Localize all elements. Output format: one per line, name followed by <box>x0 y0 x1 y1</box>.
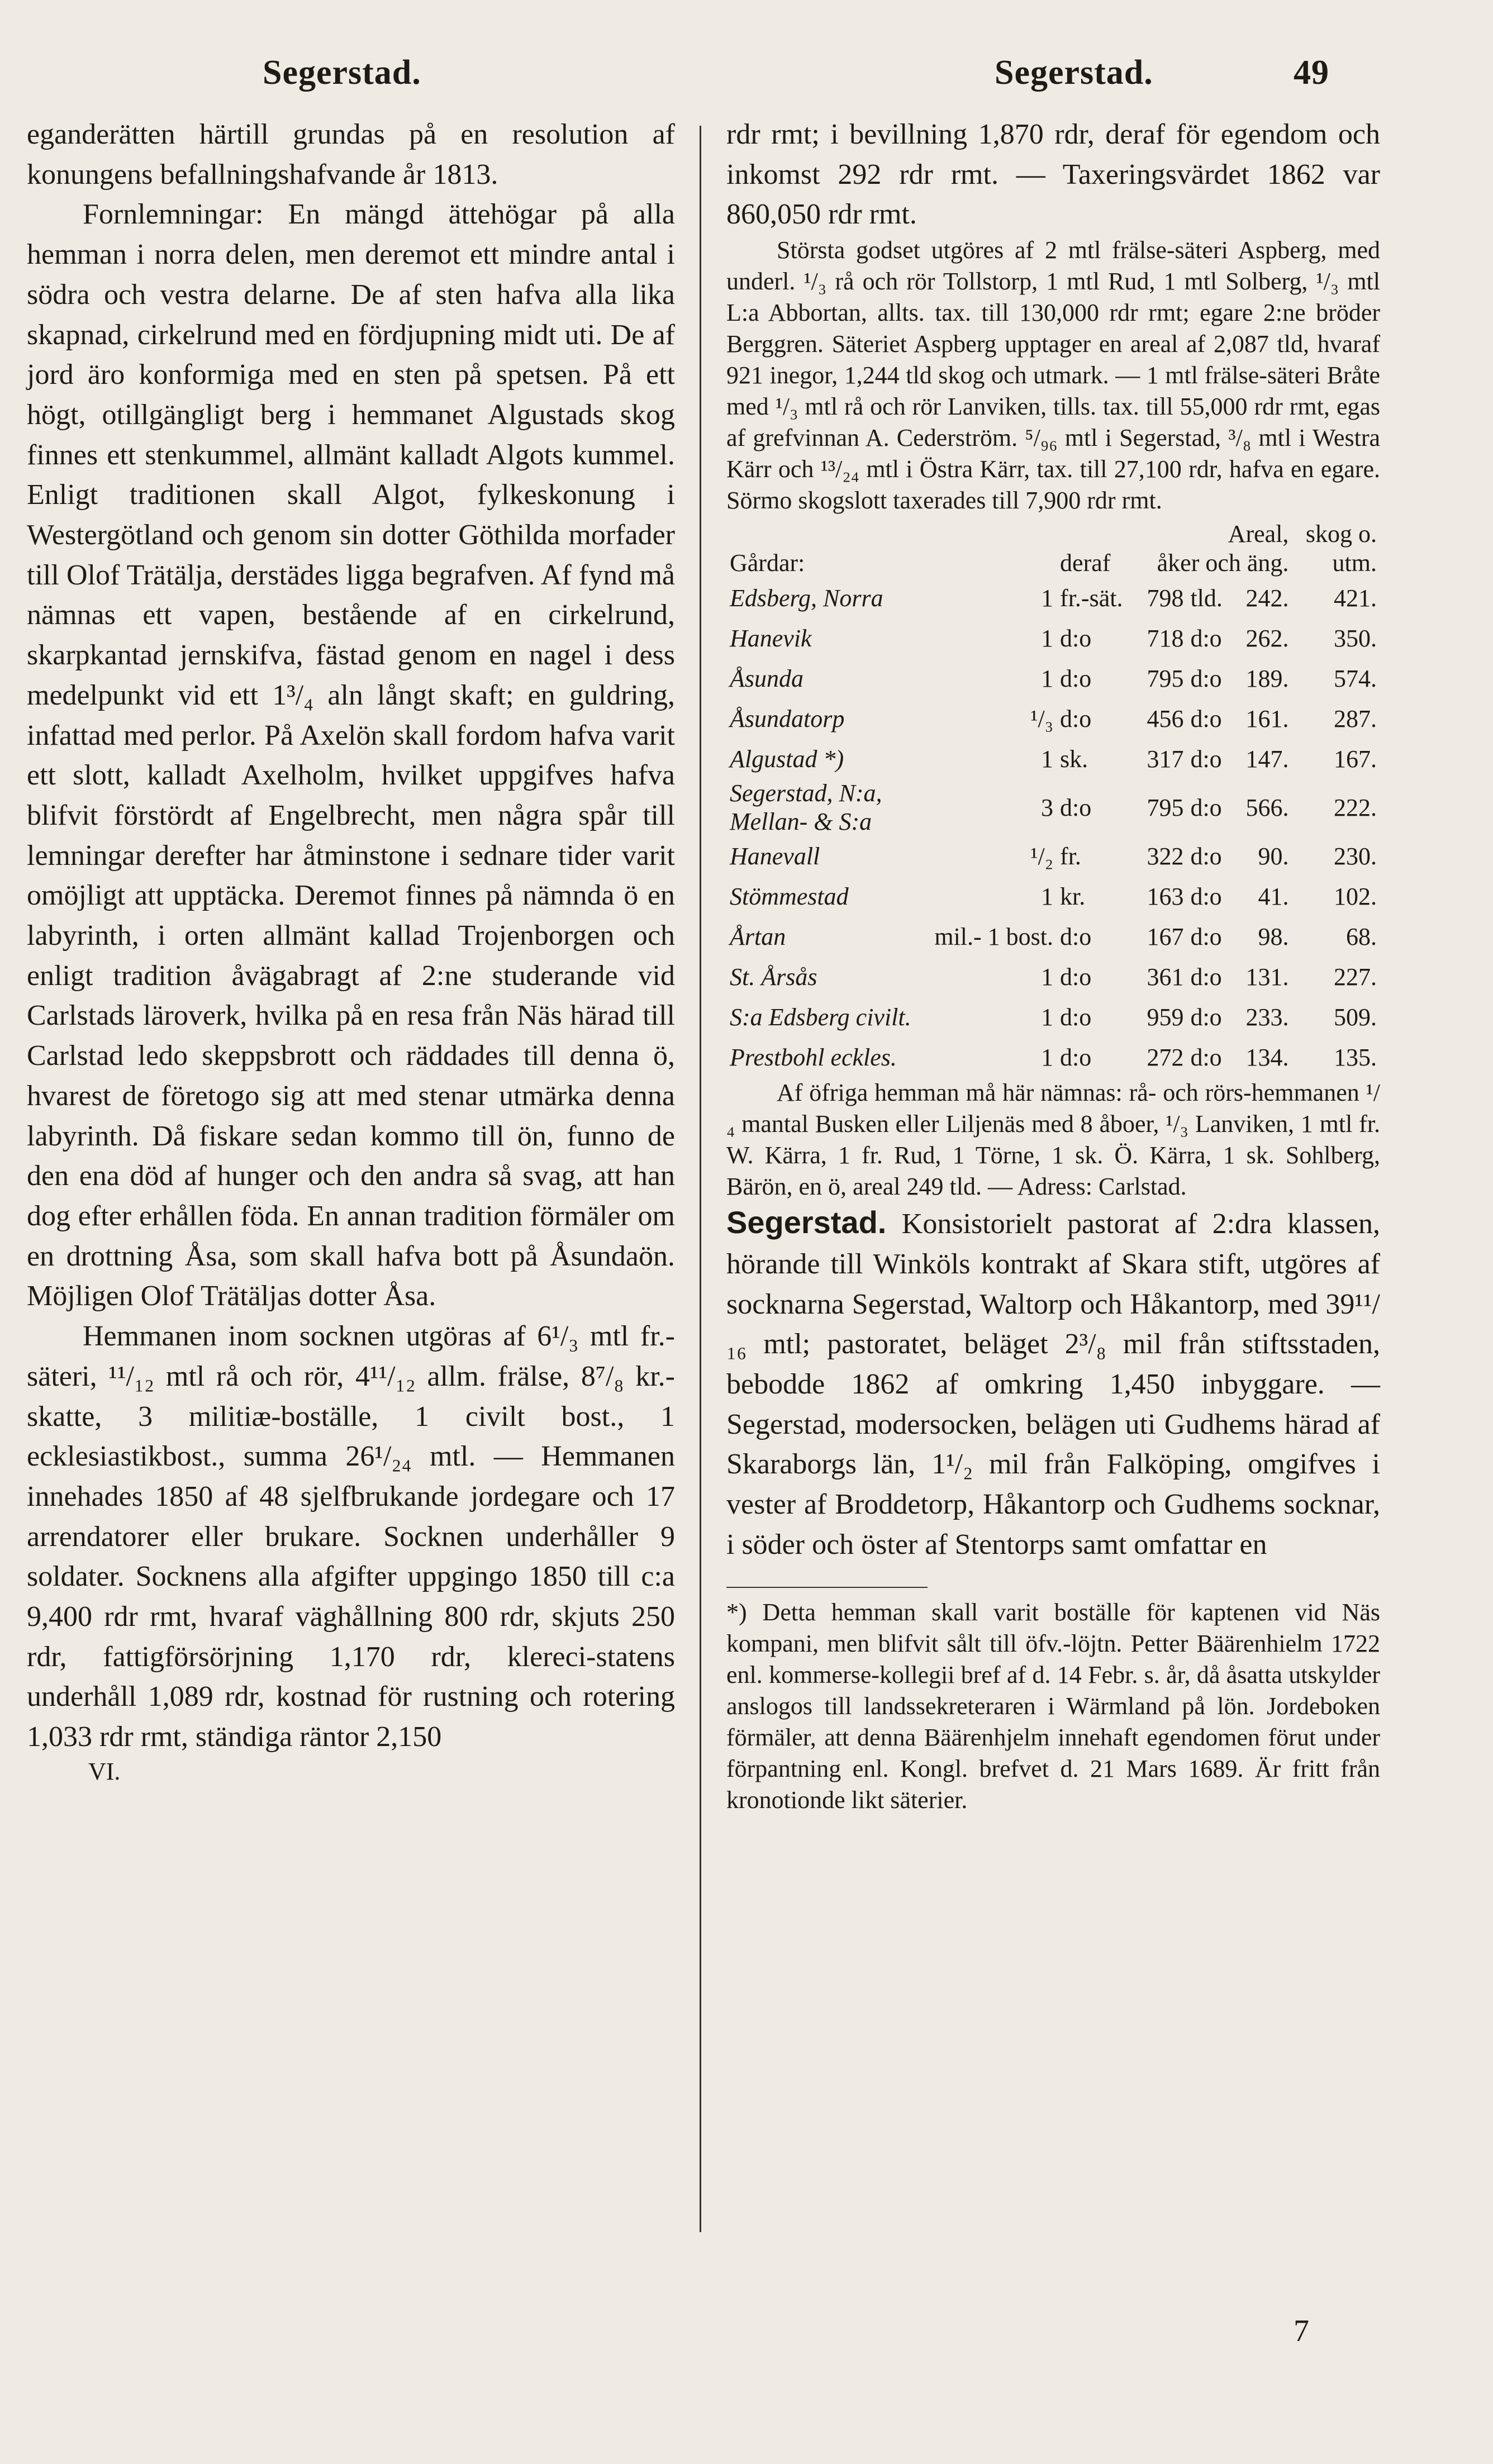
cell-skog: 222. <box>1334 793 1377 821</box>
estates-table-body <box>726 578 1380 1077</box>
left-column <box>27 115 675 1786</box>
cell-aker: 242. <box>1245 584 1289 612</box>
cell-unit: d:o <box>1190 664 1222 692</box>
cell-skog: 230. <box>1334 842 1377 870</box>
cell-name: St. Årsås <box>730 963 817 991</box>
cell-aker: 161. <box>1245 705 1289 732</box>
table-row <box>726 876 1380 916</box>
cell-aker: 233. <box>1245 1003 1289 1031</box>
table-header-bottom <box>726 549 1380 578</box>
table-header-top <box>726 520 1380 549</box>
cell-name: Årtan <box>730 922 786 950</box>
cell-areal: 317 <box>1147 745 1184 773</box>
cell-mtl: ¹/₂ <box>1030 842 1054 870</box>
cell-mtl: mil.- 1 bost. <box>934 922 1054 950</box>
cell-name: Algustad *) <box>730 745 844 773</box>
table-row <box>726 618 1380 658</box>
bottom-number: 7 <box>1294 2314 1309 2348</box>
cell-type: d:o <box>1060 664 1092 692</box>
cell-unit: d:o <box>1190 922 1222 950</box>
table-row <box>726 779 1380 836</box>
cell-aker: 41. <box>1258 882 1289 910</box>
cell-mtl: 1 <box>1041 1003 1054 1031</box>
cell-type: d:o <box>1060 963 1092 991</box>
cell-unit: d:o <box>1190 842 1222 870</box>
header-areal: Areal, <box>1228 520 1289 548</box>
cell-areal: 361 <box>1147 963 1184 991</box>
cell-name: Åsunda <box>730 664 803 692</box>
cell-mtl: 1 <box>1041 745 1054 773</box>
cell-mtl: 1 <box>1041 963 1054 991</box>
cell-aker: 90. <box>1258 842 1289 870</box>
cell-mtl: 1 <box>1041 882 1054 910</box>
cell-name: S:a Edsberg civilt. <box>730 1003 911 1031</box>
cell-name: Åsundatorp <box>730 705 845 732</box>
cell-areal: 167 <box>1147 922 1184 950</box>
cell-type: kr. <box>1060 882 1086 910</box>
cell-name: Edsberg, Norra <box>730 584 883 612</box>
right-column <box>726 115 1380 1816</box>
footnote-rule <box>726 1587 928 1588</box>
cell-unit: d:o <box>1190 793 1222 821</box>
cell-mtl: 1 <box>1041 664 1054 692</box>
cell-unit: d:o <box>1190 1043 1222 1071</box>
cell-skog: 167. <box>1334 745 1377 773</box>
cell-aker: 262. <box>1245 624 1289 652</box>
cell-mtl: ¹/₃ <box>1030 705 1054 732</box>
segerstad-heading: Segerstad. <box>726 1205 887 1240</box>
cell-type: d:o <box>1060 624 1092 652</box>
signature-mark: VI. <box>88 1757 121 1785</box>
cell-areal: 959 <box>1147 1003 1184 1031</box>
running-head-left: Segerstad. <box>263 54 421 92</box>
cell-areal: 272 <box>1147 1043 1184 1071</box>
cell-aker: 98. <box>1258 922 1289 950</box>
paragraph-estates: Största godset utgöres af 2 mtl frälse-säteri Aspberg, med underl. ¹/₃ rå och rör Tollstorp, 1 mtl Rud, 1 mtl Solberg, ¹/₃ mtl L:a Abbortan, allts. tax. till 130,000 rdr rmt; egare 2:ne bröder Berggren. Säteriet Aspberg upptager en areal af 2,087 tld, hvaraf 921 inegor, 1,244 tld skog och utmark. — 1 mtl frälse-säteri Bråte med ¹/₃ mtl rå och rör Lanviken, tills. tax. till 55,000 rdr rmt, egas af grefvinnan A. Cederström. ⁵/₉₆ mtl i Segerstad, ³/₈ mtl i Westra Kärr och ¹³/₂₄ mtl i Östra Kärr, tax. till 27,100 rdr, hafva en egare. Sörmo skogslott taxerades till 7,900 rdr rmt. <box>726 236 1380 515</box>
paragraph-resolution: eganderätten härtill grundas på en resolution af konungens befallningshafvande år 1813. <box>27 118 675 191</box>
cell-type: d:o <box>1060 1003 1092 1031</box>
table-row <box>726 957 1380 997</box>
paragraph-ofriga-hemman: Af öfriga hemman må här nämnas: rå- och rörs-hemmanen ¹/₄ mantal Busken eller Liljenäs med 8 åboer, ¹/₃ Lanviken, 1 mtl fr. W. Kärra, 1 fr. Rud, 1 Törne, 1 sk. Ö. Kärra, 1 sk. Sohlberg, Bärön, en ö, areal 249 tld. — Adress: Carlstad. <box>726 1079 1380 1201</box>
header-utm: utm. <box>1332 549 1377 577</box>
cell-type: d:o <box>1060 922 1092 950</box>
paragraph-hemmanen: Hemmanen inom socknen utgöras af 6¹/₃ mtl fr.-säteri, ¹¹/₁₂ mtl rå och rör, 4¹¹/₁₂ allm. frälse, 8⁷/₈ kr.-skatte, 3 militiæ-boställe, 1 civilt bost., 1 ecklesiastikbost., summa 26¹/₂₄ mtl. — Hemmanen innehades 1850 af 48 sjelfbrukande jordegare och 17 arrendatorer eller brukare. Socknen underhåller 9 soldater. Socknens alla afgifter uppgingo 1850 till c:a 9,400 rdr rmt, hvaraf väghållning 800 rdr, skjuts 250 rdr, fattigförsörjning 1,170 rdr, klereci-statens underhåll 1,089 rdr, kostnad för rustning och rotering 1,033 rdr rmt, ständiga räntor 2,150 <box>27 1320 675 1753</box>
cell-unit: d:o <box>1190 624 1222 652</box>
cell-areal: 795 <box>1147 664 1184 692</box>
cell-aker: 566. <box>1245 793 1289 821</box>
cell-skog: 102. <box>1334 882 1377 910</box>
header-gardar: Gårdar: <box>730 549 805 577</box>
cell-name: Hanevall <box>730 842 820 870</box>
page-number: 49 <box>1294 54 1329 92</box>
cell-type: fr. <box>1060 842 1081 870</box>
cell-unit: tld. <box>1190 584 1223 612</box>
table-row <box>726 658 1380 698</box>
table-row <box>726 698 1380 739</box>
cell-skog: 421. <box>1334 584 1377 612</box>
cell-skog: 135. <box>1334 1043 1377 1071</box>
cell-areal: 163 <box>1147 882 1184 910</box>
cell-skog: 350. <box>1334 624 1377 652</box>
cell-skog: 68. <box>1346 922 1377 950</box>
cell-skog: 227. <box>1334 963 1377 991</box>
cell-skog: 287. <box>1334 705 1377 732</box>
paragraph-fornlemningar: Fornlemningar: En mängd ättehögar på alla hemman i norra delen, men deremot ett mindre antal i södra och vestra delarne. De af sten hafva alla lika skapnad, cirkelrund med en fördjupning midt uti. De af jord äro konformiga med en sten på spetsen. På ett högt, otillgängligt berg i hemmanet Algustads skog finnes ett stenkummel, allmänt kalladt Algots kummel. Enligt traditionen skall Algot, fylkeskonung i Westergötland och genom sin dotter Göthilda morfader till Olof Trätälja, derstädes ligga begrafven. Af fynd må nämnas ett vapen, bestående af en cirkelrund, skarpkantad jernskifva, fästad genom en nagel i dess medelpunkt vid ett 1³/₄ aln långt skaft; en guldring, infattad med perlor. På Axelön skall fordom hafva varit ett slott, kalladt Axelholm, hvilket uppgifves hafva blifvit förstördt af Engelbrecht, men några spår till lemningar derefter har åtminstone i sednare tider varit omöjligt att upptäcka. Deremot finnes på nämnda ö en labyrinth, i orten allmänt kallad Trojenborgen och enligt tradition åvägabragt af 2:ne studerande vid Carlstads läroverk, hvilka på en resa från Näs härad till Carlstad ledo skeppsbrott och räddades till denna ö, hvarest de företogo sig att med stenar utmärka denna labyrinth. Då fiskare sedan kommo till ön, funno de den ena död af hunger och den andra så svag, att han dog efter erhållen föda. En annan tradition förmäler om en drottning Åsa, som skall hafva bott på Åsundaön. Möjligen Olof Trätäljas dotter Åsa. <box>27 198 675 1312</box>
cell-aker: 131. <box>1245 963 1289 991</box>
header-aker: åker och äng. <box>1157 549 1289 577</box>
cell-mtl: 1 <box>1041 1043 1054 1071</box>
cell-type: d:o <box>1060 793 1092 821</box>
cell-aker: 134. <box>1245 1043 1289 1071</box>
table-row <box>726 997 1380 1037</box>
paragraph-bevillning: rdr rmt; i bevillning 1,870 rdr, deraf för egendom och inkomst 292 rdr rmt. — Taxeringsvärdet 1862 var 860,050 rdr rmt. <box>726 118 1380 231</box>
cell-name: Hanevik <box>730 624 812 652</box>
table-row <box>726 739 1380 779</box>
cell-areal: 718 <box>1147 624 1184 652</box>
cell-type: d:o <box>1060 705 1092 732</box>
cell-name: Segerstad, N:a, Mellan- & S:a <box>730 779 882 836</box>
cell-mtl: 1 <box>1041 584 1054 612</box>
cell-unit: d:o <box>1190 963 1222 991</box>
running-head-right: Segerstad. <box>995 54 1153 92</box>
cell-name: Prestbohl eckles. <box>730 1043 897 1071</box>
cell-mtl: 1 <box>1041 624 1054 652</box>
cell-areal: 798 <box>1147 584 1184 612</box>
cell-unit: d:o <box>1190 882 1222 910</box>
cell-type: d:o <box>1060 1043 1092 1071</box>
header-skog: skog o. <box>1305 520 1377 548</box>
table-row <box>726 916 1380 957</box>
cell-type: sk. <box>1060 745 1088 773</box>
cell-unit: d:o <box>1190 1003 1222 1031</box>
cell-name: Stömmestad <box>730 882 849 910</box>
cell-unit: d:o <box>1190 745 1222 773</box>
column-divider <box>700 126 701 2232</box>
cell-skog: 509. <box>1334 1003 1377 1031</box>
table-row <box>726 836 1380 876</box>
table-row <box>726 578 1380 618</box>
table-row <box>726 1037 1380 1077</box>
estates-table <box>726 520 1380 1077</box>
paragraph-segerstad <box>726 1202 1380 1564</box>
cell-unit: d:o <box>1190 705 1222 732</box>
cell-type: fr.-sät. <box>1060 584 1123 612</box>
cell-skog: 574. <box>1334 664 1377 692</box>
cell-mtl: 3 <box>1041 793 1054 821</box>
cell-aker: 189. <box>1245 664 1289 692</box>
segerstad-text: Konsistorielt pastorat af 2:dra klassen, hörande till Winköls kontrakt af Skara stift, utgöres af socknarna Segerstad, Waltorp och Håkantorp, med 39¹¹/₁₆ mtl; pastoratet, beläget 2³/₈ mil från stiftsstaden, bebodde 1862 af omkring 1,450 inbyggare. — Segerstad, modersocken, belägen uti Gudhems härad af Skaraborgs län, 1¹/₂ mil från Falköping, omgifves i vester af Broddetorp, Håkantorp och Gudhems socknar, i söder och öster af Stentorps samt omfattar en <box>726 1208 1381 1561</box>
cell-areal: 322 <box>1147 842 1184 870</box>
cell-areal: 456 <box>1147 705 1184 732</box>
cell-areal: 795 <box>1147 793 1184 821</box>
header-deraf: deraf <box>1060 549 1111 577</box>
footnote: *) Detta hemman skall varit boställe för kaptenen vid Näs kompani, men blifvit sålt till öfv.-löjtn. Petter Bäärenhielm 1722 enl. kommerse-kollegii bref af d. 14 Febr. s. år, då åsatta utskylder anslogos till landssekreteraren i Wärmland på lön. Jordeboken förmäler, att denna Bäärenhjelm innehaft egendomen förut under förpantning enl. Kongl. brefvet d. 21 Mars 1689. Är fritt från kronotionde likt säterier. <box>726 1599 1380 1814</box>
cell-aker: 147. <box>1245 745 1289 773</box>
